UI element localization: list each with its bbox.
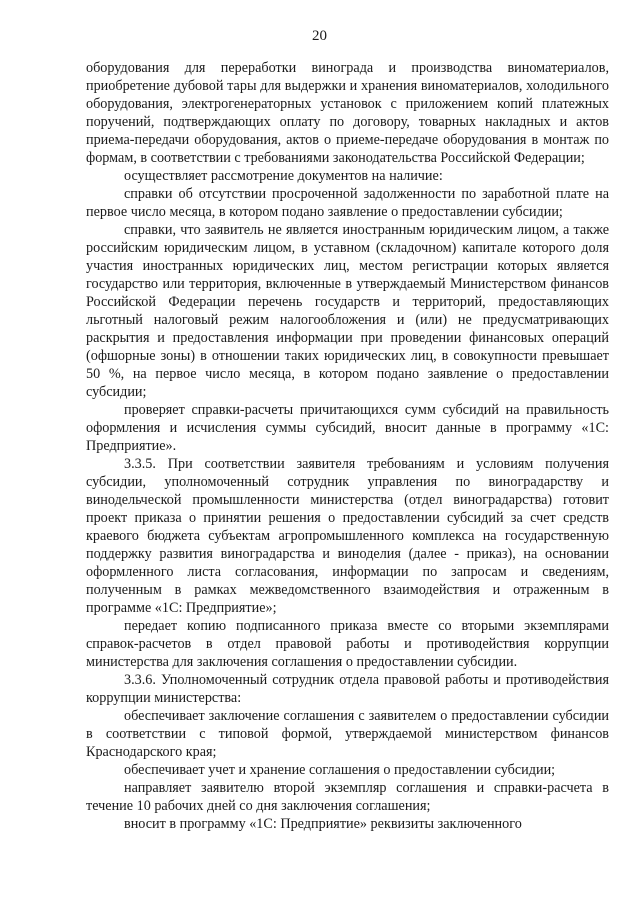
- paragraph: обеспечивает заключение соглашения с заявителем о предоставлении субсидии в соответствии с типовой формой, утверждаемой министерством финансов Краснодарского края;: [86, 708, 609, 760]
- paragraph: обеспечивает учет и хранение соглашения о предоставлении субсидии;: [124, 762, 556, 778]
- paragraph: 3.3.6. Уполномоченный сотрудник отдела правовой работы и противодействия коррупции министерства:: [86, 672, 609, 706]
- paragraph: справки об отсутствии просроченной задолженности по заработной плате на первое число месяца, в котором подано заявление о предоставлении субсидии;: [86, 186, 609, 220]
- paragraph: передает копию подписанного приказа вместе со вторыми экземплярами справок-расчетов в отдел правовой работы и противодействия коррупции министерства для заключения соглашения о предоставлении субсидии.: [86, 618, 609, 670]
- paragraph: проверяет справки-расчеты причитающихся сумм субсидий на правильность оформления и исчисления суммы субсидий, вносит данные в программу «1С: Предприятие».: [86, 402, 609, 454]
- paragraph: направляет заявителю второй экземпляр соглашения и справки-расчета в течение 10 рабочих дней со дня заключения соглашения;: [86, 780, 609, 814]
- paragraph: 3.3.5. При соответствии заявителя требованиям и условиям получения субсидии, уполномоченный сотрудник управления по виноградарству и винодельческой промышленности министерства (отдел виноградарства) готовит проект приказа о принятии решения о предоставлении субсидий за счет средств краевого бюджета субъектам агропромышленного комплекса на государственную поддержку развития виноградарства и виноделия (далее - приказ), на основании оформленного листа согласования, информации по запросам и сведениям, полученным в рамках межведомственного взаимодействия и отраженным в программе «1С: Предприятие»;: [86, 456, 609, 616]
- paragraph: вносит в программу «1С: Предприятие» реквизиты заключенного: [124, 816, 522, 832]
- document-body: [86, 59, 609, 833]
- paragraph: справки, что заявитель не является иностранным юридическим лицом, а также российским юридическим лицом, в уставном (складочном) капитале которого доля участия иностранных юридических лиц, местом регистрации которых является государство или территория, включенные в утверждаемый Министерством финансов Российской Федерации перечень государств и территорий, предоставляющих льготный налоговый режим налогообложения и (или) не предусматривающих раскрытия и предоставления информации при проведении финансовых операций (офшорные зоны) в отношении таких юридических лиц, в совокупности превышает 50 %, на первое число месяца, в котором подано заявление о предоставлении субсидии;: [86, 222, 609, 400]
- paragraph: оборудования для переработки винограда и производства виноматериалов, приобретение дубовой тары для выдержки и хранения виноматериалов, холодильного оборудования, электрогенераторных установок с приложением копий платежных поручений, подтверждающих оплату по договору, товарных накладных и актов приема-передачи оборудования, актов о приеме-передаче оборудования в монтаж по формам, в соответствии с требованиями законодательства Российской Федерации;: [86, 60, 609, 166]
- page-number: 20: [312, 28, 327, 44]
- paragraph: осуществляет рассмотрение документов на наличие:: [124, 168, 443, 184]
